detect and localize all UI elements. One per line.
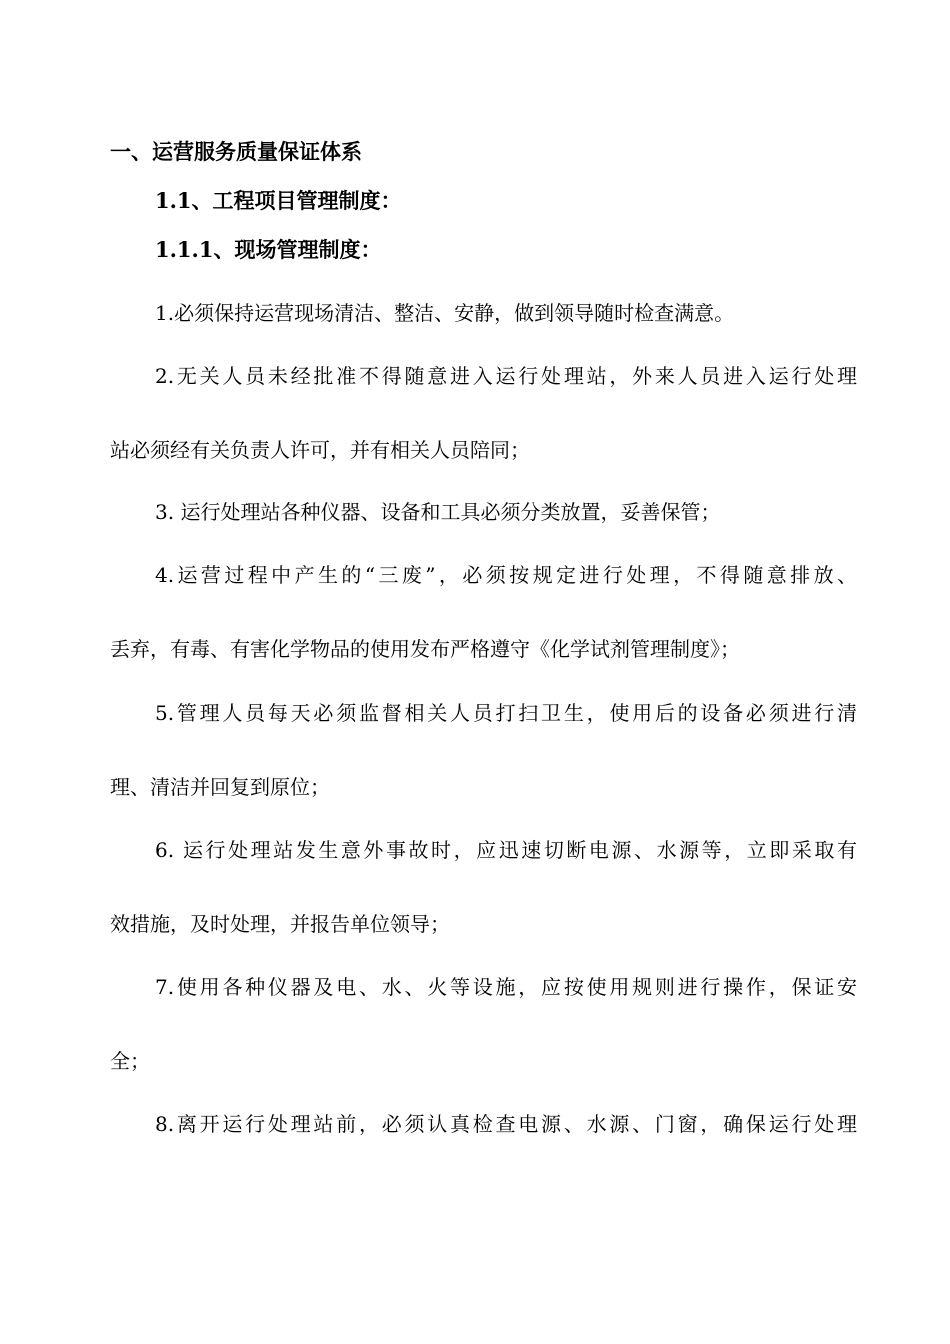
item-7-line-1: 7.使用各种仪器及电、水、火等设施，应按使用规则进行操作，保证安 [155,975,857,999]
item-8-line-1: 8.离开运行处理站前，必须认真检查电源、水源、门窗，确保运行处理 [155,1112,857,1136]
item-4-line-1: 4.运营过程中产生的“三废”，必须按规定进行处理，不得随意排放、 [155,563,857,587]
section-title: 一、运营服务质量保证体系 [110,139,362,164]
item-4-line-2: 丢弃，有毒、有害化学物品的使用发布严格遵守《化学试剂管理制度》； [110,637,740,661]
subsubsection-title: 1.1.1、现场管理制度： [155,237,382,262]
item-6-line-2: 效措施，及时处理，并报告单位领导； [110,912,450,936]
item-5-line-1: 5.管理人员每天必须监督相关人员打扫卫生，使用后的设备必须进行清 [155,701,857,725]
item-5-line-2: 理、清洁并回复到原位； [110,775,330,799]
item-1-line-1: 1.必须保持运营现场清洁、整洁、安静，做到领导随时检查满意。 [155,301,735,325]
item-3-line-1: 3. 运行处理站各种仪器、设备和工具必须分类放置，妥善保管； [155,500,721,524]
subsection-title: 1.1、工程项目管理制度： [155,188,402,213]
item-2-line-2: 站必须经有关负责人许可，并有相关人员陪同； [110,438,530,462]
item-7-line-2: 全； [110,1049,150,1073]
item-6-line-1: 6. 运行处理站发生意外事故时，应迅速切断电源、水源等，立即采取有 [155,838,857,862]
item-2-line-1: 2.无关人员未经批准不得随意进入运行处理站，外来人员进入运行处理 [155,364,857,388]
